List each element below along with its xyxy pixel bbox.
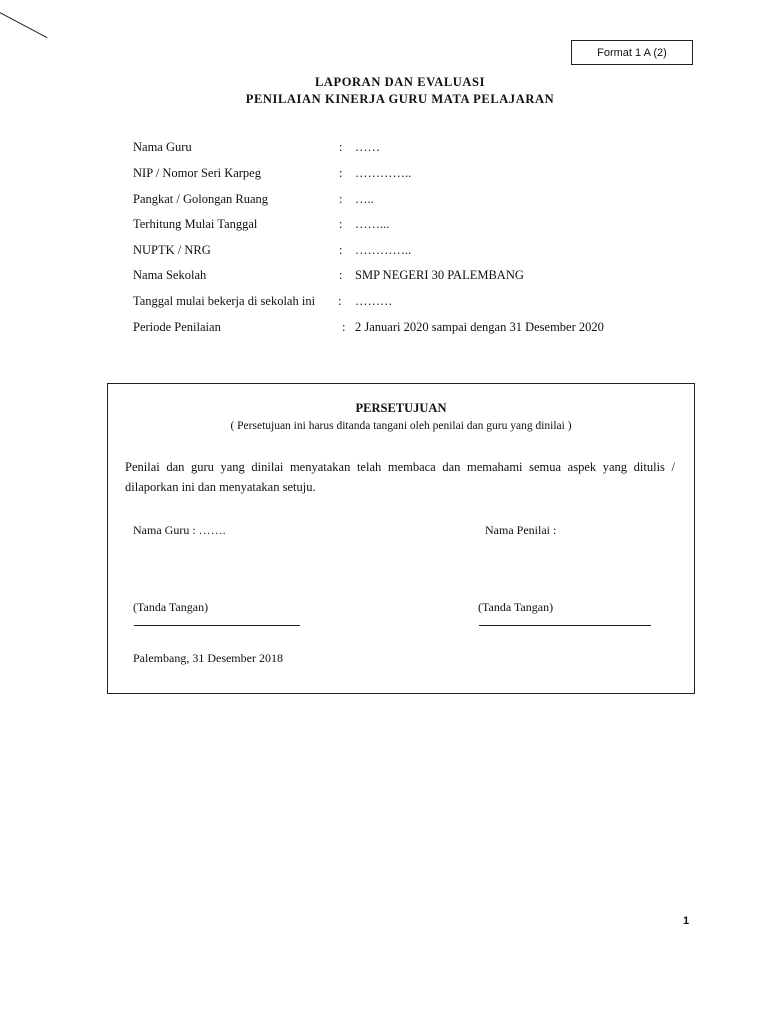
corner-fold-line — [0, 11, 47, 38]
field-value: ………….. — [355, 243, 412, 257]
assessor-name-label: Nama Penilai : — [485, 523, 557, 537]
field-label: Tanggal mulai bekerja di sekolah ini — [133, 294, 316, 308]
field-label: Nama Guru — [133, 140, 192, 154]
approval-title: PERSETUJUAN — [355, 401, 447, 415]
place-date: Palembang, 31 Desember 2018 — [133, 651, 283, 665]
field-label: Pangkat / Golongan Ruang — [133, 192, 269, 206]
field-value: ….. — [355, 192, 374, 206]
assessor-signature-label: (Tanda Tangan) — [478, 600, 554, 614]
field-value: ……... — [355, 217, 390, 231]
approval-statement: Penilai dan guru yang dinilai menyatakan telah membaca dan memahami semua aspek yang ditulis / dilaporkan ini dan menyatakan setuju. — [125, 460, 675, 494]
page-number: 1 — [683, 915, 690, 927]
field-colon: : — [342, 320, 346, 334]
assessor-signature-line — [479, 625, 651, 626]
field-colon: : — [339, 243, 343, 257]
report-title: LAPORAN DAN EVALUASI — [314, 75, 486, 89]
field-label: NIP / Nomor Seri Karpeg — [133, 166, 261, 180]
teacher-name-label: Nama Guru : ……. — [133, 523, 226, 537]
field-label: Nama Sekolah — [133, 268, 207, 282]
field-colon: : — [339, 166, 343, 180]
field-colon: : — [339, 268, 343, 282]
format-label-box — [571, 40, 693, 65]
field-label: Terhitung Mulai Tanggal — [133, 217, 258, 231]
field-colon: : — [339, 140, 343, 154]
report-subtitle: PENILAIAN KINERJA GURU MATA PELAJARAN — [245, 92, 555, 106]
field-colon: : — [339, 192, 343, 206]
approval-subtitle: ( Persetujuan ini harus ditanda tangani oleh penilai dan guru yang dinilai ) — [230, 420, 572, 432]
field-colon: : — [339, 217, 343, 231]
approval-box — [107, 383, 695, 694]
format-label: Format 1 A (2) — [597, 46, 667, 59]
teacher-signature-line — [134, 625, 300, 626]
field-label: Periode Penilaian — [133, 320, 221, 334]
field-value: 2 Januari 2020 sampai dengan 31 Desember 2020 — [355, 320, 604, 334]
field-label: NUPTK / NRG — [133, 243, 211, 257]
field-value: ………….. — [355, 166, 412, 180]
teacher-signature-label: (Tanda Tangan) — [133, 600, 209, 614]
field-value: ……… — [355, 294, 393, 308]
field-value: …… — [355, 140, 380, 154]
field-value: SMP NEGERI 30 PALEMBANG — [355, 268, 524, 282]
field-colon: : — [338, 294, 342, 308]
